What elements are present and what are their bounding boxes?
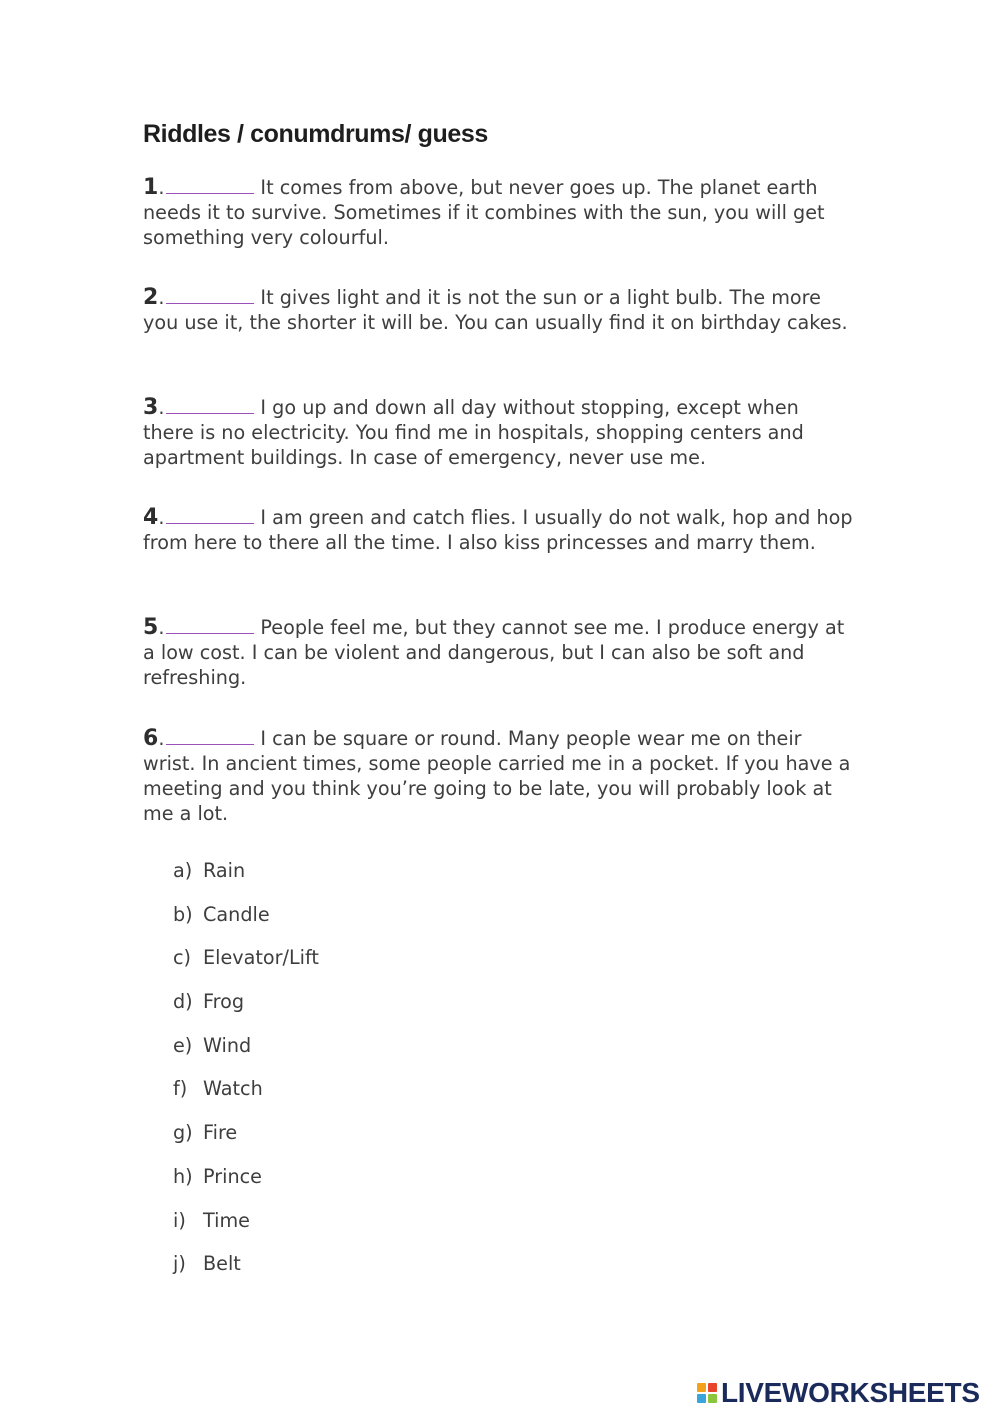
answer-blank-3[interactable] bbox=[166, 393, 254, 414]
option-letter: a) bbox=[173, 859, 193, 882]
logo-text: LIVEWORKSHEETS bbox=[721, 1377, 980, 1408]
option-text: Frog bbox=[203, 990, 245, 1014]
logo-square bbox=[697, 1394, 706, 1403]
option-item bbox=[173, 1164, 319, 1208]
option-text: Rain bbox=[203, 859, 246, 882]
option-item bbox=[173, 1033, 319, 1077]
answer-blank-1[interactable] bbox=[166, 173, 254, 194]
option-text: Elevator/Lift bbox=[203, 946, 319, 970]
riddle-3: 3. I go up and down all day without stopping, except when there is no electricity. You find me in hospitals, shopping centers and apartment buildings. In case of emergency, never use me. bbox=[143, 395, 804, 469]
option-letter: j) bbox=[173, 1252, 186, 1276]
riddle-text: It gives light and it is not the sun or a light bulb. The more you use it, the shorter it will be. You can usually find it on birthday cakes. bbox=[143, 286, 848, 334]
riddle-text: People feel me, but they cannot see me. I produce energy at a low cost. I can be violent and dangerous, but I can also be soft and refreshing. bbox=[143, 616, 845, 689]
option-text: Belt bbox=[203, 1252, 241, 1276]
riddle-6: 6. I can be square or round. Many people wear me on their wrist. In ancient times, some people carried me in a pocket. If you have a meeting and you think you’re going to be late, you will probably look at me a lot. bbox=[143, 726, 851, 825]
option-item bbox=[173, 858, 319, 902]
riddle-number: 1 bbox=[143, 175, 159, 200]
option-text: Time bbox=[203, 1208, 250, 1232]
answer-blank-5[interactable] bbox=[166, 613, 254, 634]
logo-grid-icon bbox=[697, 1383, 717, 1403]
liveworksheets-logo[interactable] bbox=[697, 1378, 980, 1408]
option-text: Candle bbox=[203, 902, 270, 926]
option-letter: g) bbox=[173, 1121, 193, 1145]
option-item bbox=[173, 1251, 319, 1295]
option-letter: i) bbox=[173, 1208, 186, 1232]
answer-options-list bbox=[173, 858, 319, 1295]
page-title: Riddles / conumdrums/ guess bbox=[143, 120, 488, 148]
option-text: Prince bbox=[203, 1164, 262, 1188]
option-item bbox=[173, 1208, 319, 1252]
riddle-1: 1. It comes from above, but never goes up. The planet earth needs it to survive. Sometimes if it combines with the sun, you will get something very colourful. bbox=[143, 175, 825, 249]
riddle-text: I can be square or round. Many people wear me on their wrist. In ancient times, some people carried me in a pocket. If you have a meeting and you think you’re going to be late, you will probably look at me a lot. bbox=[143, 727, 851, 825]
answer-blank-6[interactable] bbox=[166, 724, 254, 745]
answer-blank-4[interactable] bbox=[166, 503, 254, 524]
answer-blank-2[interactable] bbox=[166, 283, 254, 304]
riddle-number: 3 bbox=[143, 395, 159, 420]
riddle-text: I am green and catch flies. I usually do not walk, hop and hop from here to there all the time. I also kiss princesses and marry them. bbox=[143, 506, 853, 554]
option-letter: c) bbox=[173, 946, 192, 970]
option-item bbox=[173, 1076, 319, 1120]
option-text: Fire bbox=[203, 1121, 238, 1145]
option-item bbox=[173, 1120, 319, 1164]
riddle-number: 6 bbox=[143, 726, 159, 751]
riddle-text: I go up and down all day without stopping, except when there is no electricity. You find me in hospitals, shopping centers and apartment buildings. In case of emergency, never use me. bbox=[143, 396, 804, 469]
option-item bbox=[173, 902, 319, 946]
riddle-2: 2. It gives light and it is not the sun or a light bulb. The more you use it, the shorter it will be. You can usually find it on birthday cakes. bbox=[143, 285, 848, 334]
riddle-number: 5 bbox=[143, 615, 159, 640]
option-text: Watch bbox=[203, 1077, 263, 1101]
logo-square bbox=[708, 1394, 717, 1403]
option-letter: h) bbox=[173, 1164, 193, 1188]
option-letter: f) bbox=[173, 1077, 188, 1101]
option-item bbox=[173, 989, 319, 1033]
option-letter: d) bbox=[173, 990, 193, 1014]
riddle-number: 4 bbox=[143, 505, 159, 530]
riddle-text: It comes from above, but never goes up. The planet earth needs it to survive. Sometimes if it combines with the sun, you will get something very colourful. bbox=[143, 176, 825, 249]
option-item bbox=[173, 945, 319, 989]
logo-square bbox=[697, 1383, 706, 1392]
option-letter: e) bbox=[173, 1033, 193, 1057]
logo-square bbox=[708, 1383, 717, 1392]
riddle-5: 5. People feel me, but they cannot see me. I produce energy at a low cost. I can be violent and dangerous, but I can also be soft and refreshing. bbox=[143, 615, 845, 689]
riddle-number: 2 bbox=[143, 285, 159, 310]
option-letter: b) bbox=[173, 902, 193, 926]
riddle-4: 4. I am green and catch flies. I usually do not walk, hop and hop from here to there all the time. I also kiss princesses and marry them. bbox=[143, 505, 853, 554]
option-text: Wind bbox=[203, 1033, 252, 1057]
